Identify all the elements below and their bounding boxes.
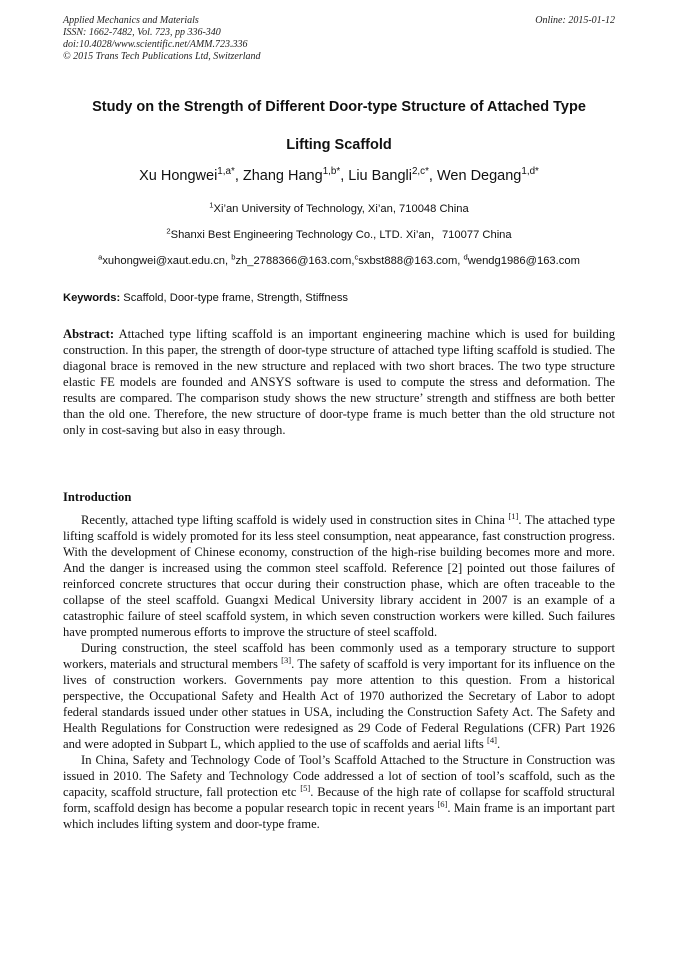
author-sep: , [428, 168, 437, 184]
paragraph-text: . The safety of scaffold is very important for its influence on the lives of construction workers. Governments pay more attention to this question. From a historical perspective, the Occupational Safety and Health Act of 1970 authorized the Secretary of Labor to adopt federal standards issued under other statues in USA, including the Construction Safety Act. The Safety and Health Regulations for Construction were redesigned as 29 Code of Federal Regulations (CFR) Part 1926 and were adopted in Subpart L, which applied to the use of scaffolds and aerial lifts [63, 657, 615, 751]
paragraph-text: . Main frame is an important part which includes lifting system and door-type frame. [63, 801, 615, 831]
paragraph-text: . [496, 737, 501, 751]
journal-header [63, 15, 615, 63]
author-sep: , [234, 168, 243, 184]
paper-title [40, 88, 638, 164]
author-sup: 1,d* [521, 166, 539, 178]
online-date: Online: 2015-01-12 [535, 15, 615, 26]
email-address[interactable]: xuhongwei@xaut.edu.cn, [102, 255, 232, 267]
author-sep: , [340, 168, 349, 184]
paragraph-text: During construction, the steel scaffold has been commonly used as a temporary structure to support workers, materials and structural members [63, 641, 615, 671]
issn-line: ISSN: 1662-7482, Vol. 723, pp 336-340 [63, 27, 221, 38]
keywords [63, 291, 615, 305]
email-list [0, 254, 678, 268]
abstract [63, 326, 615, 438]
email-address[interactable]: wendg1986@163.com [467, 255, 580, 267]
paragraph-text: Recently, attached type lifting scaffold is widely used in construction sites in China [81, 513, 509, 527]
author-name: Liu Bangli [348, 168, 412, 184]
affiliation-1 [0, 202, 678, 216]
citation[interactable]: [4] [486, 734, 497, 745]
affiliation-2 [0, 228, 678, 242]
email-address[interactable]: zh_2788366@163.com, [235, 255, 355, 267]
keywords-text: Scaffold, Door-type frame, Strength, Stiffness [120, 292, 349, 304]
journal-name: Applied Mechanics and Materials [63, 15, 199, 26]
author-sup: 1,a* [217, 166, 235, 178]
email-address[interactable]: sxbst888@163.com, [358, 255, 464, 267]
paragraph [63, 752, 615, 832]
copyright-line: © 2015 Trans Tech Publications Ltd, Switzerland [63, 51, 261, 62]
paragraph [63, 512, 615, 640]
introduction-body [63, 512, 615, 832]
paragraph-text: . The attached type lifting scaffold is widely promoted for its less steel consumption, neat appearance, fast construction progress. With the development of Chinese economy, construction of the high-rise building becomes more and more. And the danger is increased using the common steel scaffold. Reference [2] pointed out those failures of reinforced concrete structures that occur during their construction phase, which are often traceable to the collapse of the steel scaffold. Guangxi Medical University library accident in 2007 is an example of a catastrophic failure of steel scaffold system, in which seven construction workers were killed. Such failures have prompted numerous efforts to improve the structure of steel scaffold. [63, 513, 615, 639]
author-name: Xu Hongwei [139, 168, 218, 184]
affiliation-text: Xi’an University of Technology, Xi’an, 710048 China [213, 203, 469, 215]
author-sup: 2,c* [411, 166, 429, 178]
citation[interactable]: [1] [508, 510, 519, 521]
email-sup: a [98, 252, 103, 262]
title-line-1: Study on the Strength of Different Door-type Structure of Attached Type [92, 99, 586, 115]
paragraph-text: In China, Safety and Technology Code of Tool’s Scaffold Attached to the Structure in Construction was issued in 2010. The Safety and Technology Code addressed a lot of section of tool’s scaffold, such as the capacity, scaffold structure, fall protection etc [63, 753, 615, 799]
citation[interactable]: [6] [437, 798, 448, 809]
paragraph [63, 640, 615, 752]
affiliation-text: Shanxi Best Engineering Technology Co., LTD. Xi’an，710077 China [170, 229, 512, 241]
paragraph-text: . Because of the high rate of collapse for scaffold structural form, scaffold design has become a popular research topic in recent years [63, 785, 615, 815]
affiliation-sup: 1 [209, 200, 214, 210]
email-sup: d [463, 252, 468, 262]
keywords-label: Keywords: [63, 292, 121, 304]
title-line-2: Lifting Scaffold [286, 137, 392, 153]
abstract-text: Attached type lifting scaffold is an important engineering machine which is used for building construction. In this paper, the strength of door-type structure of attached type lifting scaffold is studied. The diagonal brace is removed in the new structure and replaced with two short braces. The two type structure elastic FE models are founded and ANSYS software is used to compute the stress and deformation. The results are compared. The comparison study shows the new structure’ strength and stiffness are both better than the old one. Therefore, the new structure of door-type frame is much better than the old structure not only in cost-saving but also in easy through. [63, 327, 615, 437]
citation[interactable]: [3] [281, 654, 292, 665]
affiliation-sup: 2 [166, 226, 171, 236]
section-heading-introduction: Introduction [63, 490, 132, 504]
doi-line: doi:10.4028/www.scientific.net/AMM.723.336 [63, 39, 248, 50]
email-sup: b [231, 252, 236, 262]
abstract-label: Abstract: [63, 327, 115, 341]
author-name: Zhang Hang [242, 168, 323, 184]
author-sup: 1,b* [322, 166, 341, 178]
citation[interactable]: [5] [300, 782, 311, 793]
email-sup: c [354, 252, 359, 262]
author-list [0, 166, 678, 186]
author-name: Wen Degang [436, 168, 522, 184]
